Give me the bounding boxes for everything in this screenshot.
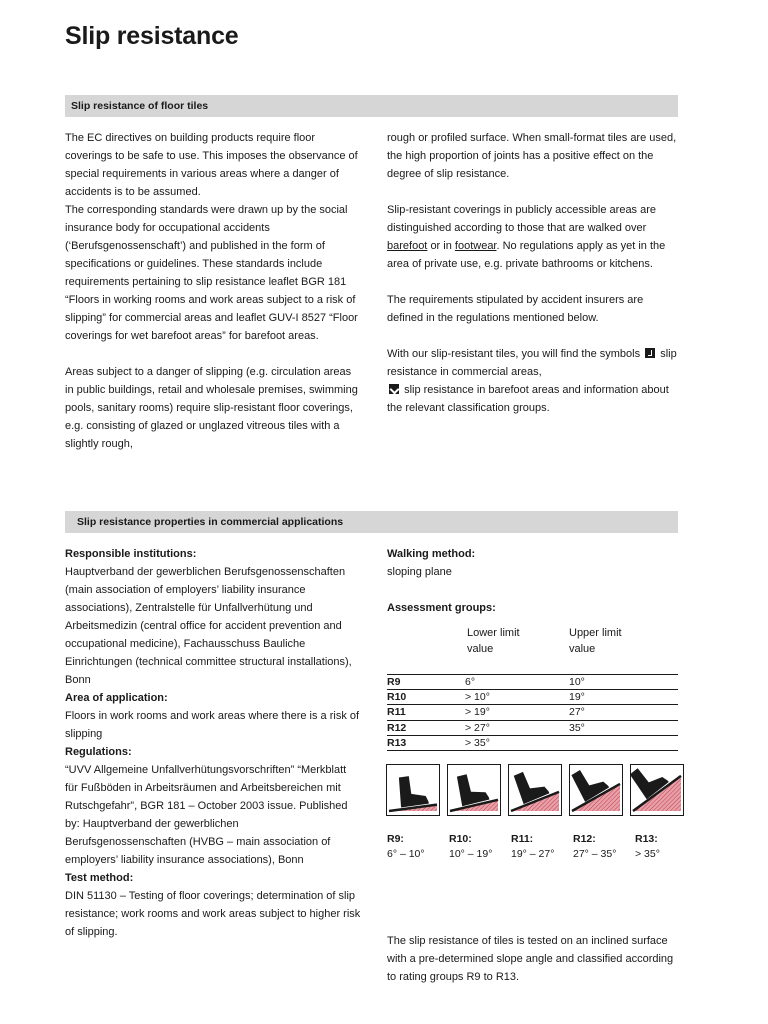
paragraph: Areas subject to a danger of slipping (e.g. circulation areas in public buildings, retail and wholesale premises, swimming pools, sanitary rooms) require slip-resistant floor coverings, e.g. consisting of glazed or unglazed vitreous tiles with a slightly rough, bbox=[65, 366, 358, 450]
table-row bbox=[387, 705, 678, 720]
rating-group: R10: bbox=[449, 833, 472, 845]
table-cell-group: R9 bbox=[387, 675, 465, 690]
section1-left-column bbox=[65, 129, 361, 453]
boot-on-slope-icon bbox=[570, 765, 622, 815]
area-text: Floors in work rooms and work areas where there is a risk of slipping bbox=[65, 710, 360, 740]
rating-group: R12: bbox=[573, 833, 596, 845]
table-row bbox=[387, 720, 678, 735]
boot-on-slope-icon bbox=[387, 765, 439, 815]
rating-label bbox=[573, 832, 616, 862]
section-header-floor-tiles: Slip resistance of floor tiles bbox=[65, 95, 678, 117]
table-cell-upper bbox=[569, 735, 678, 750]
table-cell-lower: > 19° bbox=[465, 705, 569, 720]
rating-label bbox=[387, 832, 425, 862]
table-cell-lower: > 27° bbox=[465, 720, 569, 735]
paragraph: Slip-resistant coverings in publicly accessible areas are distinguished according to those that are walked over barefoot or in footwear. No regulations apply as yet in the area of private use, e.g. private bathrooms or kitchens. bbox=[387, 204, 666, 270]
regulations-label: Regulations: bbox=[65, 746, 132, 758]
boot-shape bbox=[397, 774, 429, 808]
rating-group: R11: bbox=[511, 833, 534, 845]
responsible-text: Hauptverband der gewerblichen Berufsgenossenschaften (main association of employers’ liability insurance associations), Zentralstelle für Unfallverhütung und Arbeitsmedizin (central office for accident prevention and occupational medicine), Fachausschuss Bauliche Einrichtungen (technical committee structural installations), Bonn bbox=[65, 566, 352, 686]
commercial-slip-symbol-icon bbox=[645, 348, 655, 358]
paragraph: The EC directives on building products require floor coverings to be safe to use. This imposes the observance of special requirements in various areas where a danger of accidents is to be assumed. bbox=[65, 132, 358, 198]
boot-shape bbox=[455, 770, 489, 806]
barefoot-term: barefoot bbox=[387, 240, 428, 252]
walking-label: Walking method: bbox=[387, 548, 476, 560]
table-cell-lower: 6° bbox=[465, 675, 569, 690]
slope-illustration bbox=[508, 764, 562, 816]
area-label: Area of application: bbox=[65, 692, 168, 704]
responsible-label: Responsible institutions: bbox=[65, 548, 197, 560]
rating-range: 6° – 10° bbox=[387, 848, 425, 860]
table-cell-group: R12 bbox=[387, 720, 465, 735]
slope-illustration bbox=[569, 764, 623, 816]
barefoot-slip-symbol-icon bbox=[389, 384, 399, 394]
table-cell-upper: 35° bbox=[569, 720, 678, 735]
paragraph: The requirements stipulated by accident insurers are defined in the regulations mentioned below. bbox=[387, 294, 644, 324]
table-row bbox=[387, 735, 678, 750]
paragraph: With our slip-resistant tiles, you will find the symbols slip resistance in commercial areas, slip resistance in barefoot areas and information about the relevant classification groups. bbox=[387, 348, 677, 414]
upper-limit-header: Upper limit value bbox=[569, 627, 622, 655]
rating-label bbox=[449, 832, 492, 862]
table-row bbox=[387, 690, 678, 705]
table-cell-lower: > 10° bbox=[465, 690, 569, 705]
rating-range: 27° – 35° bbox=[573, 848, 617, 860]
table-cell-upper: 19° bbox=[569, 690, 678, 705]
paragraph: rough or profiled surface. When small-format tiles are used, the high proportion of joints has a positive effect on the degree of slip resistance. bbox=[387, 132, 677, 180]
section2-left-column bbox=[65, 545, 361, 941]
section1-right-column bbox=[387, 129, 678, 417]
table-cell-upper: 27° bbox=[569, 705, 678, 720]
paragraph: The corresponding standards were drawn up by the social insurance body for occupational accidents (‘Berufsgenossenschaft’) and published in the form of specifications or guidelines. These standards include requirements pertaining to slip resistance leaflet BGR 181 “Floors in working rooms and work areas subject to a risk of slipping” for commercial areas and leaflet GUV-I 8527 “Floor coverings for wet barefoot areas” for barefoot areas. bbox=[65, 204, 358, 342]
test-method-label: Test method: bbox=[65, 872, 134, 884]
boot-on-slope-icon bbox=[631, 765, 683, 815]
rating-label bbox=[635, 832, 660, 862]
rating-group: R9: bbox=[387, 833, 404, 845]
test-method-text: DIN 51130 – Testing of floor coverings; determination of slip resistance; work rooms and work areas subject to higher risk of slipping. bbox=[65, 890, 361, 938]
slope-illustration bbox=[447, 764, 501, 816]
slope-illustration bbox=[630, 764, 684, 816]
regulations-text: “UVV Allgemeine Unfallverhütungsvorschriften” “Merkblatt für Fußböden in Arbeitsräumen and Arbeitsbereichen mit Rutschgefahr”, BGR 181 – October 2003 issue. Published by: Hauptverband der gewerblichen Berufsgenossenschaften (HVBG – main association of employers’ liability insurance associations), Bonn bbox=[65, 764, 348, 866]
table-cell-group: R10 bbox=[387, 690, 465, 705]
lower-limit-header: Lower limit value bbox=[467, 627, 520, 655]
table-cell-group: R13 bbox=[387, 735, 465, 750]
walking-text: sloping plane bbox=[387, 566, 452, 578]
page-title: Slip resistance bbox=[65, 22, 239, 50]
rating-range: > 35° bbox=[635, 848, 660, 860]
boot-on-slope-icon bbox=[448, 765, 500, 815]
boot-on-slope-icon bbox=[509, 765, 561, 815]
table-row bbox=[387, 675, 678, 690]
section-header-commercial: Slip resistance properties in commercial applications bbox=[65, 511, 678, 533]
slope-illustration bbox=[386, 764, 440, 816]
assessment-table bbox=[387, 674, 678, 751]
summary-text: The slip resistance of tiles is tested on an inclined surface with a pre-determined slope angle and classified according to rating groups R9 to R13. bbox=[387, 935, 674, 983]
footwear-term: footwear bbox=[454, 240, 497, 252]
rating-range: 10° – 19° bbox=[449, 848, 493, 860]
assessment-label: Assessment groups: bbox=[387, 602, 496, 614]
walking-method bbox=[387, 545, 678, 581]
table-cell-group: R11 bbox=[387, 705, 465, 720]
rating-label bbox=[511, 832, 554, 862]
rating-group: R13: bbox=[635, 833, 658, 845]
rating-range: 19° – 27° bbox=[511, 848, 555, 860]
table-cell-upper: 10° bbox=[569, 675, 678, 690]
table-cell-lower: > 35° bbox=[465, 735, 569, 750]
